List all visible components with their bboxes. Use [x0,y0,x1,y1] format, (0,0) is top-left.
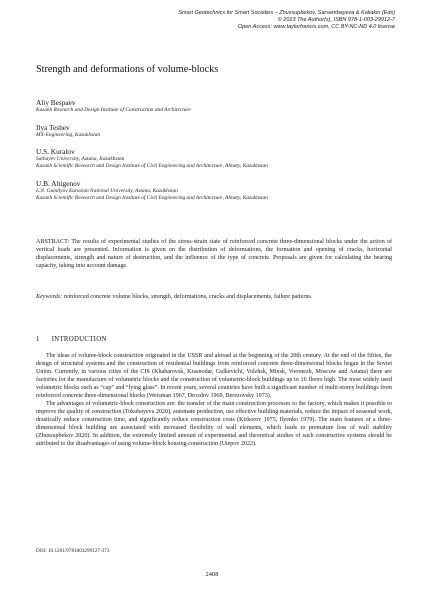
paper-title: Strength and deformations of volume-blocks [36,64,219,75]
keywords [36,293,392,301]
author-affiliation: Satbayev University, Astana, Kazakhstan [36,156,125,162]
section-number: 1 [36,336,40,343]
body-paragraph: The advantages of volumetric-block construction are: the transfer of the main construction processes to the factory, which makes it possible to improve the quality of construction (Tokubayeva 2020), automate production, use effective building materials, reduce the impact of seasonal work, drastically reduce construction time, and significantly reduce construction costs (Kirkorov 1975, Ilyenko 1979). The main features of a three-dimensional block building are associated with increased flexibility of wall elements, which leads to premature loss of wall stability (Zhussupbekov 2020). In addition, the extremely limited amount of experimental and theoretical studies of such constructive systems should be attributed to the disadvantages of using volume-block housing construction (Utepov 2022). [36,401,392,448]
section-heading [36,336,336,343]
author-affiliation: MX-Engineering, Kazakhstan [36,131,101,138]
keywords-text: reinforced concrete volume blocks, strength, deformations, cracks and displacements, failure patterns. [63,294,313,300]
abstract: ABSTRACT: The results of experimental studies of the stress-strain state of reinforced concrete three-dimensional blocks under the action of vertical loads are presented. Information is given on the distribution of deformations, the formation and opening of cracks, horizontal displacements, strength and nature of destruction, and the influence of the type of concrete. Proposals are given for calculating the bearing capacity, taking into account damage. [36,239,392,270]
body-paragraph: The ideas of volume-block construction originated in the USSR and abroad at the beginning of the 20th century. At the end of the fifties, the design of structural systems and the construction of residential buildings from reinforced concrete three-dimensional blocks began in the Soviet Union. Currently, in various cities of the CIS (Khabarovsk, Krasnodar, Gulkevichi, Volzhsk, Minsk, Voronezh, Moscow and Astana) there are factories for the manufacture of volumetric blocks and the construction of volumetric-block buildings up to 16 floors high. The most widely used volumetric blocks such as “cap” and “lying glass”. In recent years, several countries have built a significant number of multi-storey buildings from reinforced concrete three-dimensional blocks (Weisman 1967, Drozdov 1969, Berezovsky 1973). [36,353,392,400]
page-number: 2408 [205,571,219,578]
section-title: INTRODUCTION [51,336,107,343]
header-copyright-line: © 2023 The Author(s), ISBN 978-1-003-29912-7 [277,17,395,24]
author-affiliation: Kazakh Research and Design Institute of Construction and Architecture [36,107,191,113]
author-block [36,98,396,114]
author-name: U.S. Kuralov [36,147,75,156]
author-affiliation: Kazakh Scientific Research and Design Institute of Civil Engineering and Architecture, Almaty, Kazakhstan [36,194,268,201]
author-name: U.B. Altigenov [36,178,81,188]
author-name: Ilya Teshev [36,122,70,132]
running-header [35,10,395,32]
header-proceedings-line: Smart Geotechnics for Smart Societies – Zhussupbekov, Sarsembayeva & Kaliakin (Eds) [178,10,395,16]
author-affiliation: L.N. Gumilyov Eurasian National University, Astana, Kazakhstan [36,187,178,194]
section-body [36,352,392,448]
doi-footer: DOI: 10.1201/9781003299127-373 [36,548,110,554]
author-list [36,98,396,210]
author-block [36,147,396,170]
author-affiliation: Kazakh Scientific Research and Design Institute of Civil Engineering and Architecture, Almaty, Kazakhstan [36,163,268,169]
author-block [36,123,396,139]
keywords-label: Keywords: [36,294,63,300]
author-name: Aliy Bespaev [36,98,76,107]
header-license-line: Open Access: www.taylorfrancis.com, CC BY-NC-ND 4.0 license [237,24,395,31]
author-block [36,179,396,202]
